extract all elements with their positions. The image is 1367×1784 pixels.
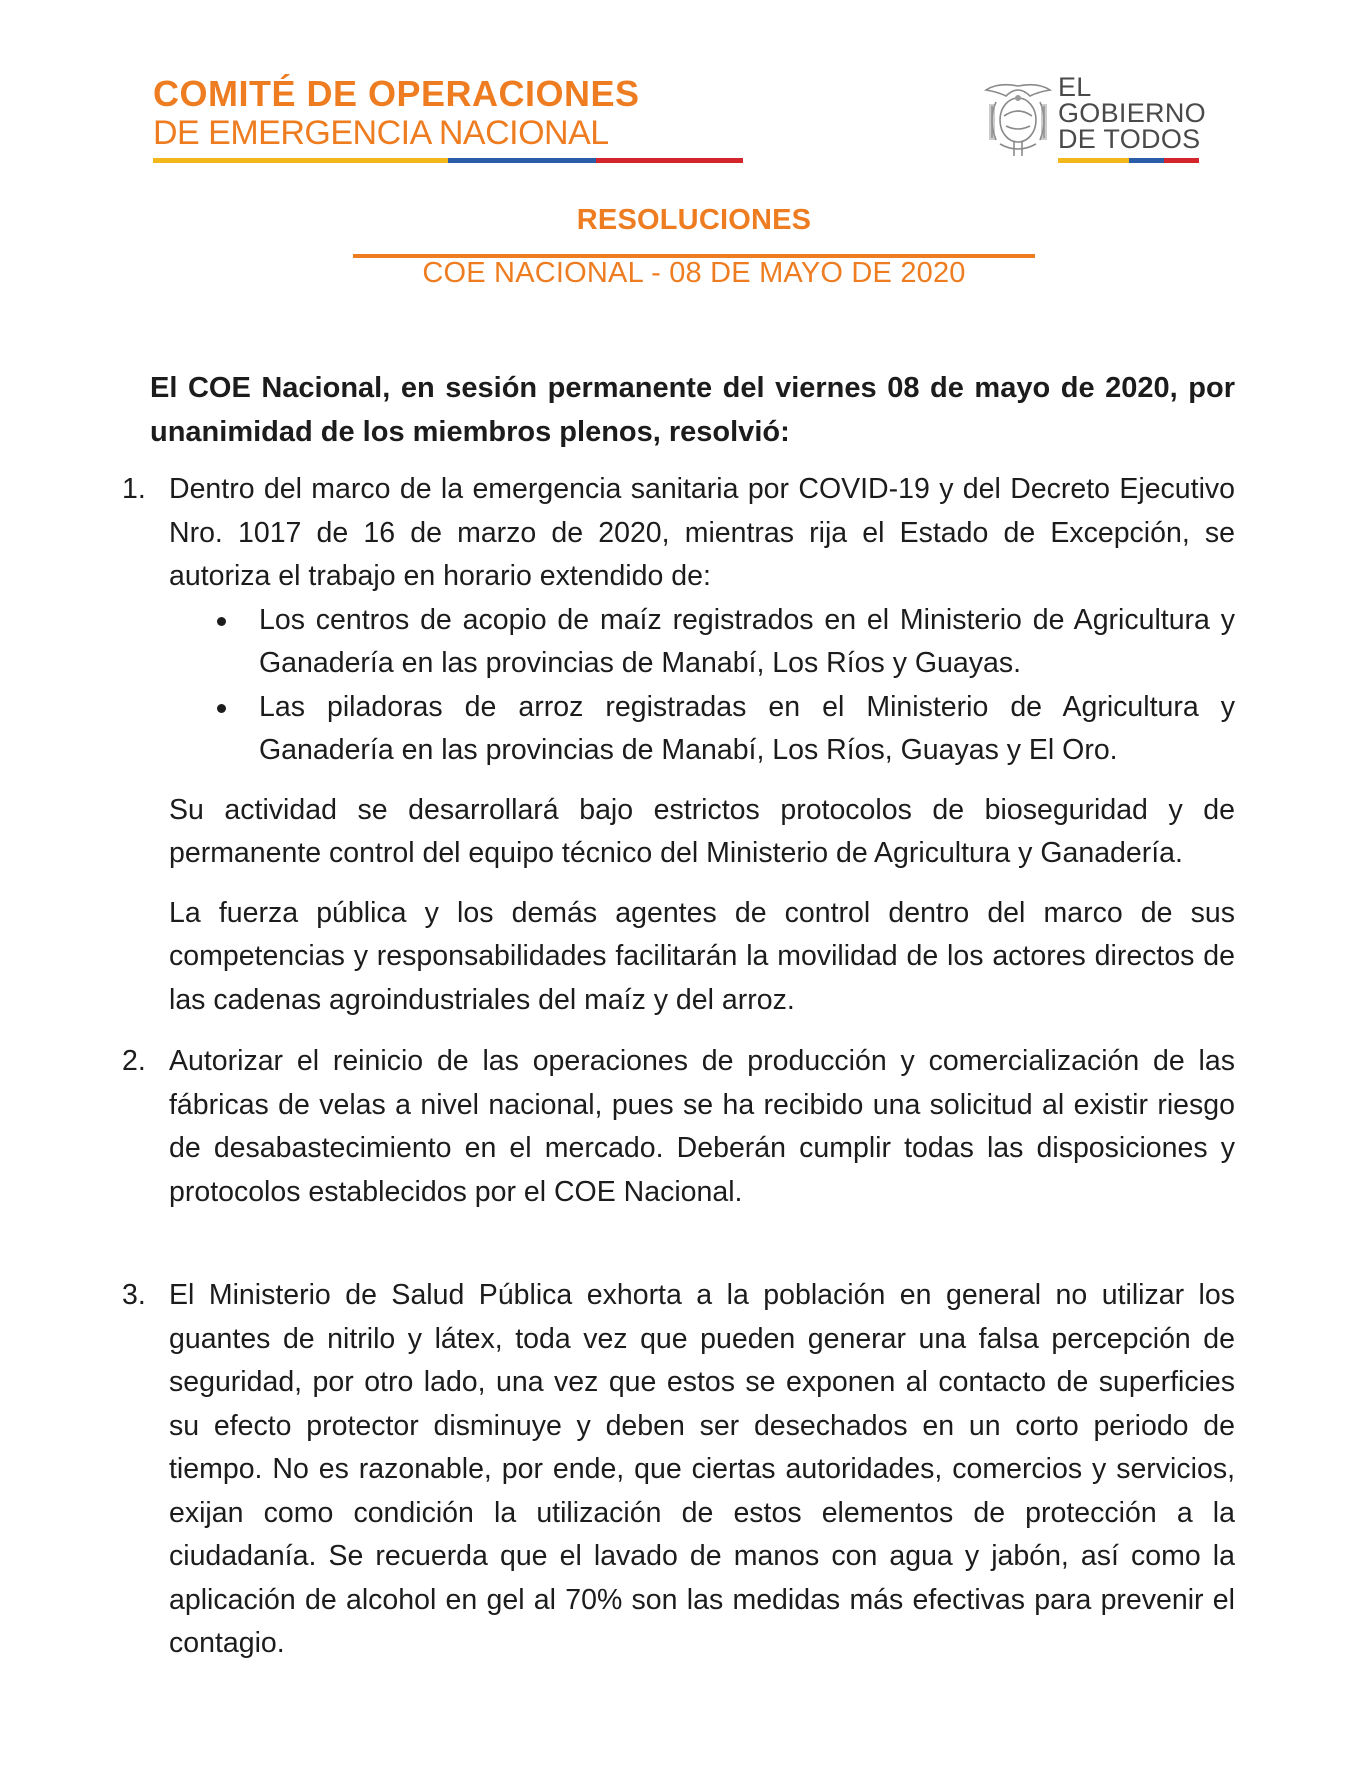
gov-tricolor-bar bbox=[1058, 158, 1199, 163]
coe-logo bbox=[153, 74, 743, 152]
item-number: 3. bbox=[122, 1279, 146, 1311]
item-number: 2. bbox=[122, 1045, 146, 1077]
bullet-text: Los centros de acopio de maíz registrados en el Ministerio de Agricultura y Ganadería en las provincias de Manabí, Los Ríos y Guayas. bbox=[259, 603, 1235, 679]
document-body bbox=[122, 366, 1235, 1666]
coe-tricolor-bar bbox=[153, 158, 743, 163]
item-1-bullets bbox=[169, 599, 1235, 773]
item-1-lead: Dentro del marco de la emergencia sanitaria por COVID-19 y del Decreto Ejecutivo Nro. 1017 de 16 de marzo de 2020, mientras rija el Estado de Excepción, se autoriza el trabajo en horario extendido de: bbox=[169, 473, 1235, 592]
item-1-paragraph-3: La fuerza pública y los demás agentes de control dentro del marco de sus competencias y responsabilidades facilitarán la movilidad de los actores directos de las cadenas agroindustriales del maíz y del arroz. bbox=[169, 896, 1235, 1016]
resolution-item-3 bbox=[122, 1274, 1235, 1666]
gobierno-logo-text bbox=[1058, 74, 1208, 152]
item-number: 1. bbox=[122, 473, 146, 505]
list-item bbox=[169, 686, 1235, 773]
bullet-icon bbox=[217, 704, 226, 713]
coe-logo-line2: DE EMERGENCIA NACIONAL bbox=[153, 114, 609, 152]
item-3-text: El Ministerio de Salud Pública exhorta a la población en general no utilizar los guantes de nitrilo y látex, toda vez que pueden generar una falsa percepción de seguridad, por otro lado, una vez que estos se exponen al contacto de superficies su efecto protector disminuye y deben ser desechados en un corto periodo de tiempo. No es razonable, por ende, que ciertas autoridades, comercios y servicios, exijan como condición la utilización de estos elementos de protección a la ciudadanía. Se recuerda que el lavado de manos con agua y jabón, así como la aplicación de alcohol en gel al 70% son las medidas más efectivas para prevenir el contagio. bbox=[169, 1279, 1235, 1659]
item-2-text: Autorizar el reinicio de las operaciones de producción y comercialización de las fábricas de velas a nivel nacional, pues se ha recibido una solicitud al existir riesgo de desabastecimiento en el mercado. Deberán cumplir todas las disposiciones y protocolos establecidos por el COE Nacional. bbox=[169, 1045, 1235, 1208]
page-subtitle: COE NACIONAL - 08 DE MAYO DE 2020 bbox=[422, 257, 966, 289]
resolution-item-2 bbox=[122, 1040, 1235, 1214]
ecuador-coat-of-arms-icon bbox=[978, 76, 1058, 160]
coe-logo-line1: COMITÉ DE OPERACIONES bbox=[153, 73, 640, 114]
resolution-item-1 bbox=[122, 468, 1235, 1022]
list-item bbox=[169, 599, 1235, 686]
resolutions-list bbox=[122, 468, 1235, 1666]
gov-logo-line3: DE TODOS bbox=[1058, 124, 1201, 154]
gov-logo-line2: GOBIERNO bbox=[1058, 98, 1206, 128]
page-title: RESOLUCIONES bbox=[576, 204, 812, 236]
gov-logo-line1: EL bbox=[1058, 72, 1092, 102]
item-1-paragraph-2: Su actividad se desarrollará bajo estrictos protocolos de bioseguridad y de permanente control del equipo técnico del Ministerio de Agricultura y Ganadería. bbox=[169, 793, 1235, 869]
intro-paragraph: El COE Nacional, en sesión permanente del viernes 08 de mayo de 2020, por unanimidad de los miembros plenos, resolvió: bbox=[150, 372, 1235, 448]
bullet-text: Las piladoras de arroz registradas en el Ministerio de Agricultura y Ganadería en las provincias de Manabí, Los Ríos, Guayas y El Oro. bbox=[259, 690, 1235, 766]
bullet-icon bbox=[217, 617, 226, 626]
